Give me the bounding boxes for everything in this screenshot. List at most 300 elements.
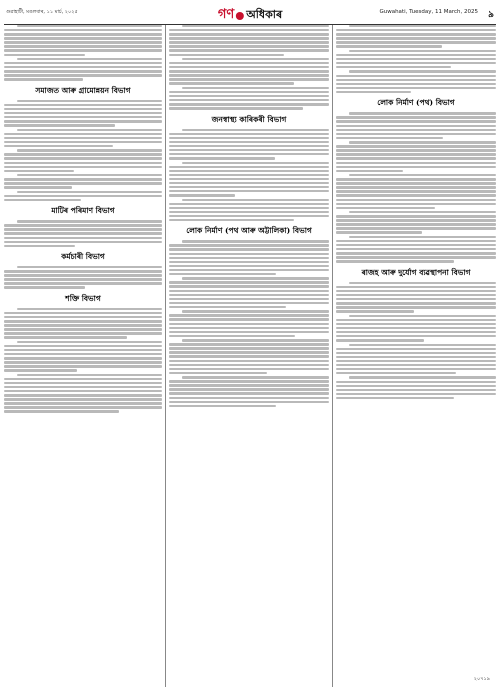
text-line — [4, 237, 162, 239]
masthead — [218, 5, 282, 26]
text-line — [169, 207, 329, 209]
text-line — [336, 194, 496, 196]
paragraph-block — [4, 191, 162, 202]
text-line — [336, 207, 435, 209]
text-line — [4, 195, 162, 197]
text-line — [336, 33, 496, 35]
text-line — [336, 393, 496, 395]
text-line — [336, 166, 496, 168]
article-columns — [4, 25, 496, 687]
paragraph-block — [169, 162, 329, 197]
text-line — [169, 335, 295, 337]
text-line — [4, 328, 162, 330]
text-line — [4, 29, 162, 31]
text-line — [4, 228, 162, 230]
text-line — [336, 157, 496, 159]
text-line — [4, 186, 72, 188]
text-line — [169, 388, 329, 390]
text-line — [336, 372, 456, 374]
text-line — [17, 220, 162, 222]
text-line — [336, 327, 496, 329]
text-line — [336, 306, 496, 308]
text-line — [169, 372, 267, 374]
text-line — [349, 112, 496, 114]
text-line — [169, 66, 329, 68]
text-line — [4, 137, 162, 139]
text-line — [349, 141, 496, 143]
text-line — [336, 397, 454, 399]
text-line — [336, 240, 496, 242]
text-line — [169, 298, 329, 300]
paragraph-block — [336, 25, 496, 48]
text-line — [4, 224, 162, 226]
text-line — [4, 153, 162, 155]
paragraph-block — [169, 240, 329, 275]
column-rule — [165, 25, 166, 687]
text-line — [169, 323, 329, 325]
paragraph-block — [169, 87, 329, 110]
text-line — [336, 290, 496, 292]
text-line — [17, 266, 162, 268]
text-line — [336, 129, 496, 131]
text-line — [4, 120, 162, 122]
text-line — [336, 368, 496, 370]
text-line — [4, 157, 162, 159]
text-line — [169, 133, 329, 135]
text-line — [336, 252, 496, 254]
text-line — [4, 349, 162, 351]
column-2 — [169, 25, 329, 687]
paragraph-block — [4, 174, 162, 189]
text-line — [169, 70, 329, 72]
text-line — [169, 392, 329, 394]
text-line — [4, 178, 162, 180]
paragraph-block — [4, 341, 162, 372]
text-line — [169, 178, 329, 180]
text-line — [169, 54, 284, 56]
text-line — [169, 364, 329, 366]
text-line — [17, 374, 162, 376]
text-line — [336, 75, 496, 77]
text-line — [169, 306, 286, 308]
text-line — [182, 310, 329, 312]
text-line — [4, 274, 162, 276]
text-line — [4, 365, 162, 367]
paragraph-block — [4, 374, 162, 413]
text-line — [169, 95, 329, 97]
text-line — [169, 157, 275, 159]
text-line — [349, 25, 496, 27]
text-line — [349, 376, 496, 378]
text-line — [4, 62, 162, 64]
text-line — [169, 360, 329, 362]
text-line — [4, 316, 162, 318]
text-line — [169, 318, 329, 320]
text-line — [169, 302, 329, 304]
page-header — [4, 4, 496, 25]
text-line — [169, 182, 329, 184]
text-line — [336, 41, 496, 43]
text-line — [336, 178, 496, 180]
text-line — [336, 125, 496, 127]
paragraph-block — [336, 70, 496, 93]
text-line — [4, 54, 85, 56]
page-number: ৯ — [488, 10, 494, 20]
text-line — [169, 294, 329, 296]
text-line — [336, 182, 496, 184]
text-line — [169, 368, 329, 370]
text-line — [169, 285, 329, 287]
paragraph-block — [169, 129, 329, 160]
text-line — [4, 199, 81, 201]
paragraph-block — [336, 50, 496, 69]
section-title: জনস্বাস্থ্য কাৰিকৰী বিভাগ — [211, 114, 287, 124]
paragraph-block — [4, 149, 162, 172]
text-line — [169, 211, 329, 213]
text-line — [336, 120, 496, 122]
text-line — [336, 116, 496, 118]
paragraph-block — [336, 282, 496, 313]
paragraph-block — [4, 308, 162, 339]
text-line — [4, 49, 162, 51]
text-line — [169, 215, 329, 217]
text-line — [349, 70, 496, 72]
text-line — [17, 308, 162, 310]
text-line — [169, 244, 329, 246]
paragraph-block — [169, 199, 329, 222]
text-line — [336, 286, 496, 288]
paragraph-block — [4, 58, 162, 81]
masthead-adhikar: অধিকাৰ — [246, 8, 283, 21]
text-line — [169, 33, 329, 35]
paragraph-block — [169, 25, 329, 56]
text-line — [169, 107, 303, 109]
header-date-english: Guwahati, Tuesday, 11 March, 2025 — [379, 9, 478, 15]
masthead-gana: গণ — [217, 7, 235, 22]
text-line — [169, 314, 329, 316]
text-line — [169, 269, 329, 271]
text-line — [169, 170, 329, 172]
paragraph-block — [169, 58, 329, 85]
text-line — [169, 327, 329, 329]
text-line — [4, 108, 162, 110]
text-line — [4, 410, 119, 412]
paragraph-block — [169, 277, 329, 308]
paragraph-block — [336, 211, 496, 234]
text-line — [336, 203, 496, 205]
text-line — [169, 166, 329, 168]
text-line — [4, 104, 162, 106]
text-line — [349, 50, 496, 52]
text-line — [336, 145, 496, 147]
section-title: লোক নিৰ্মাণ (পথ) বিভাগ — [377, 98, 455, 108]
text-line — [336, 54, 496, 56]
text-line — [336, 260, 454, 262]
text-line — [4, 162, 162, 164]
text-line — [336, 348, 496, 350]
paragraph-block — [4, 25, 162, 56]
text-line — [169, 384, 329, 386]
text-line — [182, 25, 329, 27]
text-line — [336, 231, 422, 233]
text-line — [349, 282, 496, 284]
text-line — [169, 153, 329, 155]
text-line — [336, 215, 496, 217]
text-line — [336, 186, 496, 188]
text-line — [182, 240, 329, 242]
text-line — [336, 190, 496, 192]
paragraph-block — [4, 100, 162, 127]
text-line — [182, 87, 329, 89]
text-line — [4, 70, 162, 72]
text-line — [336, 302, 496, 304]
text-line — [336, 385, 496, 387]
text-line — [336, 323, 496, 325]
text-line — [4, 78, 83, 80]
text-line — [182, 129, 329, 131]
text-line — [4, 398, 162, 400]
text-line — [169, 145, 329, 147]
text-line — [336, 45, 442, 47]
text-line — [336, 223, 496, 225]
text-line — [4, 170, 74, 172]
text-line — [4, 133, 162, 135]
text-line — [336, 91, 411, 93]
text-line — [4, 353, 162, 355]
text-line — [336, 244, 496, 246]
text-line — [4, 74, 162, 76]
text-line — [169, 273, 276, 275]
text-line — [336, 352, 496, 354]
text-line — [169, 78, 329, 80]
paragraph-block — [336, 315, 496, 342]
text-line — [4, 369, 77, 371]
text-line — [4, 394, 162, 396]
text-line — [336, 360, 496, 362]
text-line — [349, 174, 496, 176]
text-line — [4, 382, 162, 384]
text-line — [169, 347, 329, 349]
text-line — [336, 37, 496, 39]
text-line — [4, 378, 162, 380]
text-line — [336, 87, 496, 89]
text-line — [17, 149, 162, 151]
text-line — [336, 248, 496, 250]
text-line — [4, 345, 162, 347]
text-line — [4, 33, 162, 35]
text-line — [17, 129, 162, 131]
text-line — [4, 324, 162, 326]
paragraph-block — [336, 112, 496, 139]
section-title: লোক নিৰ্মাণ (পথ আৰু অট্টালিকা) বিভাগ — [186, 226, 312, 236]
text-line — [336, 294, 496, 296]
text-line — [336, 335, 496, 337]
text-line — [336, 219, 496, 221]
text-line — [4, 320, 162, 322]
text-line — [336, 310, 414, 312]
text-line — [336, 339, 424, 341]
text-line — [169, 149, 329, 151]
text-line — [4, 124, 115, 126]
section-title: কৰ্মচাৰী বিভাগ — [61, 252, 105, 262]
text-line — [182, 339, 329, 341]
text-line — [336, 58, 496, 60]
text-line — [349, 344, 496, 346]
text-line — [4, 361, 162, 363]
text-line — [169, 397, 329, 399]
text-line — [4, 312, 162, 314]
text-line — [336, 331, 496, 333]
text-line — [336, 149, 496, 151]
text-line — [336, 133, 496, 135]
text-line — [169, 355, 329, 357]
text-line — [169, 37, 329, 39]
text-line — [17, 191, 162, 193]
text-line — [169, 261, 329, 263]
text-line — [169, 401, 329, 403]
text-line — [169, 45, 329, 47]
text-line — [169, 343, 329, 345]
paragraph-block — [169, 376, 329, 407]
text-line — [182, 162, 329, 164]
text-line — [349, 236, 496, 238]
footer-tag: ২০৭১৯ — [473, 676, 490, 682]
text-line — [336, 364, 496, 366]
text-line — [4, 232, 162, 234]
paragraph-block — [169, 310, 329, 337]
text-line — [169, 103, 329, 105]
text-line — [17, 25, 162, 27]
text-line — [4, 166, 162, 168]
text-line — [336, 62, 496, 64]
text-line — [182, 376, 329, 378]
text-line — [4, 182, 162, 184]
text-line — [169, 41, 329, 43]
text-line — [182, 58, 329, 60]
text-line — [4, 386, 162, 388]
text-line — [4, 45, 162, 47]
text-line — [169, 49, 329, 51]
text-line — [169, 265, 329, 267]
text-line — [169, 290, 329, 292]
text-line — [169, 29, 329, 31]
paragraph-block — [336, 174, 496, 209]
text-line — [4, 282, 162, 284]
header-date-assamese: গুৱাহাটী, মঙলবাৰ, ১১ মাৰ্চ, ২০২৫ — [6, 9, 78, 15]
text-line — [169, 62, 329, 64]
text-line — [4, 336, 127, 338]
paragraph-block — [169, 339, 329, 374]
text-line — [169, 194, 235, 196]
text-line — [17, 58, 162, 60]
text-line — [336, 356, 496, 358]
text-line — [4, 286, 85, 288]
text-line — [4, 145, 113, 147]
text-line — [4, 112, 162, 114]
text-line — [336, 381, 496, 383]
text-line — [4, 37, 162, 39]
text-line — [336, 162, 496, 164]
text-line — [336, 298, 496, 300]
column-3 — [336, 25, 496, 687]
text-line — [169, 331, 329, 333]
text-line — [4, 270, 162, 272]
text-line — [4, 116, 162, 118]
text-line — [169, 74, 329, 76]
paragraph-block — [336, 344, 496, 375]
text-line — [169, 405, 276, 407]
text-line — [336, 66, 451, 68]
text-line — [336, 227, 496, 229]
text-line — [4, 390, 162, 392]
text-line — [169, 137, 329, 139]
section-title: শক্তি বিভাগ — [65, 293, 101, 303]
text-line — [169, 186, 329, 188]
text-line — [169, 141, 329, 143]
text-line — [169, 203, 329, 205]
text-line — [169, 253, 329, 255]
text-line — [4, 41, 162, 43]
text-line — [4, 278, 162, 280]
text-line — [169, 257, 329, 259]
text-line — [17, 100, 162, 102]
text-line — [182, 277, 329, 279]
paragraph-block — [4, 220, 162, 247]
text-line — [336, 256, 496, 258]
text-line — [336, 170, 403, 172]
text-line — [349, 315, 496, 317]
text-line — [4, 245, 75, 247]
text-line — [336, 137, 443, 139]
text-line — [349, 211, 496, 213]
text-line — [4, 357, 162, 359]
text-line — [169, 248, 329, 250]
paragraph-block — [336, 376, 496, 399]
text-line — [169, 281, 329, 283]
text-line — [17, 341, 162, 343]
masthead-icon — [236, 12, 244, 20]
text-line — [169, 91, 329, 93]
column-1 — [4, 25, 162, 687]
text-line — [4, 332, 162, 334]
paragraph-block — [4, 266, 162, 289]
text-line — [169, 174, 329, 176]
paragraph-block — [336, 141, 496, 172]
text-line — [336, 199, 496, 201]
text-line — [336, 79, 496, 81]
paragraph-block — [4, 129, 162, 148]
text-line — [17, 174, 162, 176]
text-line — [336, 319, 496, 321]
text-line — [336, 153, 496, 155]
paragraph-block — [336, 236, 496, 263]
text-line — [169, 351, 329, 353]
text-line — [4, 66, 162, 68]
text-line — [4, 241, 162, 243]
text-line — [169, 190, 329, 192]
text-line — [336, 83, 496, 85]
column-rule — [332, 25, 333, 687]
text-line — [4, 406, 162, 408]
text-line — [182, 199, 329, 201]
section-title: মাটিৰ পৰিমাণ বিভাগ — [51, 206, 115, 216]
text-line — [169, 99, 329, 101]
text-line — [169, 380, 329, 382]
section-title: সমাজত আৰু গ্ৰামোন্নয়ন বিভাগ — [35, 85, 131, 95]
text-line — [336, 389, 496, 391]
text-line — [4, 141, 162, 143]
text-line — [336, 29, 496, 31]
